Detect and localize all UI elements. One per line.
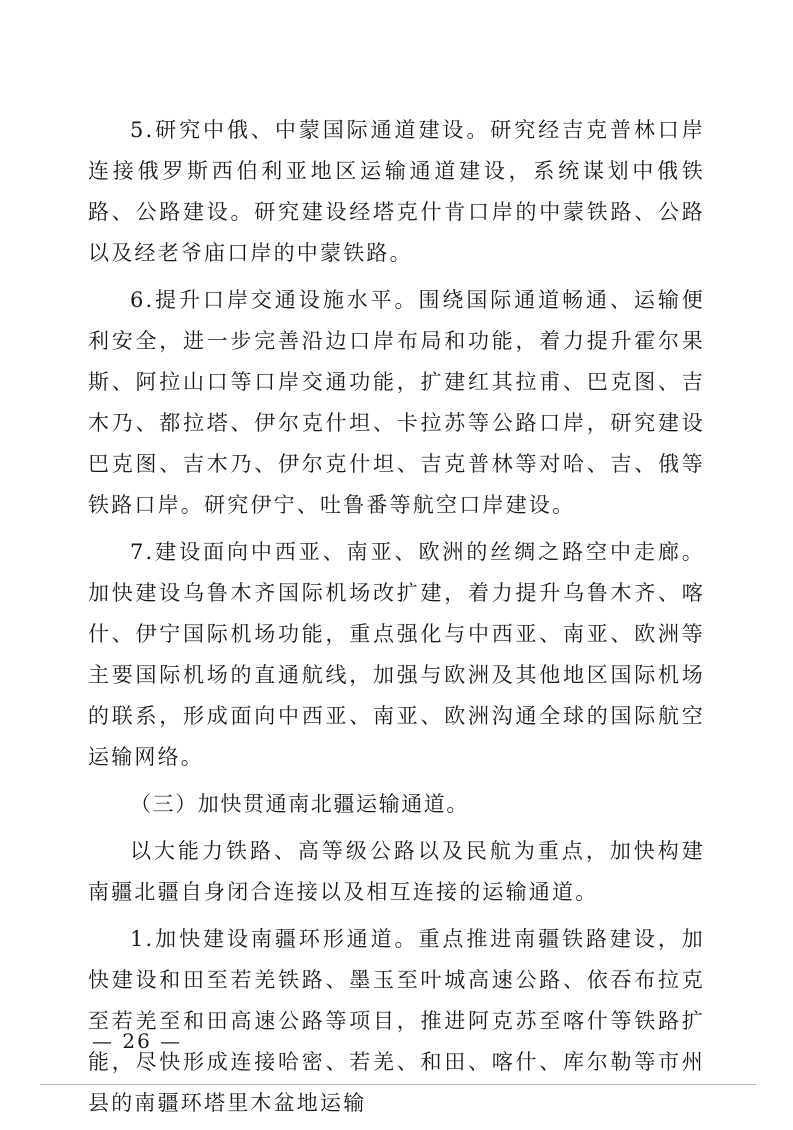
body-text <box>88 110 705 1130</box>
paragraph-southern-xinjiang-ring-corridor: 1.加快建设南疆环形通道。重点推进南疆铁路建设，加快建设和田至若羌铁路、墨玉至叶城高速公路、依吞布拉克至若羌至和田高速公路等项目，推进阿克苏至喀什等铁路扩能，尽快形成连接哈密、若羌、和田、喀什、库尔勒等市州县的南疆环塔里木盆地运输 <box>88 927 705 1115</box>
footer-divider <box>40 1084 756 1085</box>
page-number: — 26 — <box>92 1029 183 1053</box>
paragraph-silk-road-air-corridor: 7.建设面向中西亚、南亚、欧洲的丝绸之路空中走廊。加快建设乌鲁木齐国际机场改扩建，着力提升乌鲁木齐、喀什、伊宁国际机场功能，重点强化与中西亚、南亚、欧洲等主要国际机场的直通航线，加强与欧洲及其他地区国际机场的联系，形成面向中西亚、南亚、欧洲沟通全球的国际航空运输网络。 <box>88 540 705 769</box>
paragraph-port-transport-facilities: 6.提升口岸交通设施水平。围绕国际通道畅通、运输便利安全，进一步完善沿边口岸布局和功能，着力提升霍尔果斯、阿拉山口等口岸交通功能，扩建红其拉甫、巴克图、吉木乃、都拉塔、伊尔克什坦、卡拉苏等公路口岸，研究建设巴克图、吉木乃、伊尔克什坦、吉克普林等对哈、吉、俄等铁路口岸。研究伊宁、吐鲁番等航空口岸建设。 <box>88 288 705 517</box>
paragraph-sino-russia-mongolia-corridors: 5.研究中俄、中蒙国际通道建设。研究经吉克普林口岸连接俄罗斯西伯利亚地区运输通道建设，系统谋划中俄铁路、公路建设。研究建设经塔克什肯口岸的中蒙铁路、公路以及经老爷庙口岸的中蒙铁路。 <box>88 118 705 265</box>
section-heading-north-south-corridors: （三）加快贯通南北疆运输通道。 <box>130 792 469 816</box>
paragraph-north-south-overview: 以大能力铁路、高等级公路以及民航为重点，加快构建南疆北疆自身闭合连接以及相互连接的运输通道。 <box>88 839 705 904</box>
